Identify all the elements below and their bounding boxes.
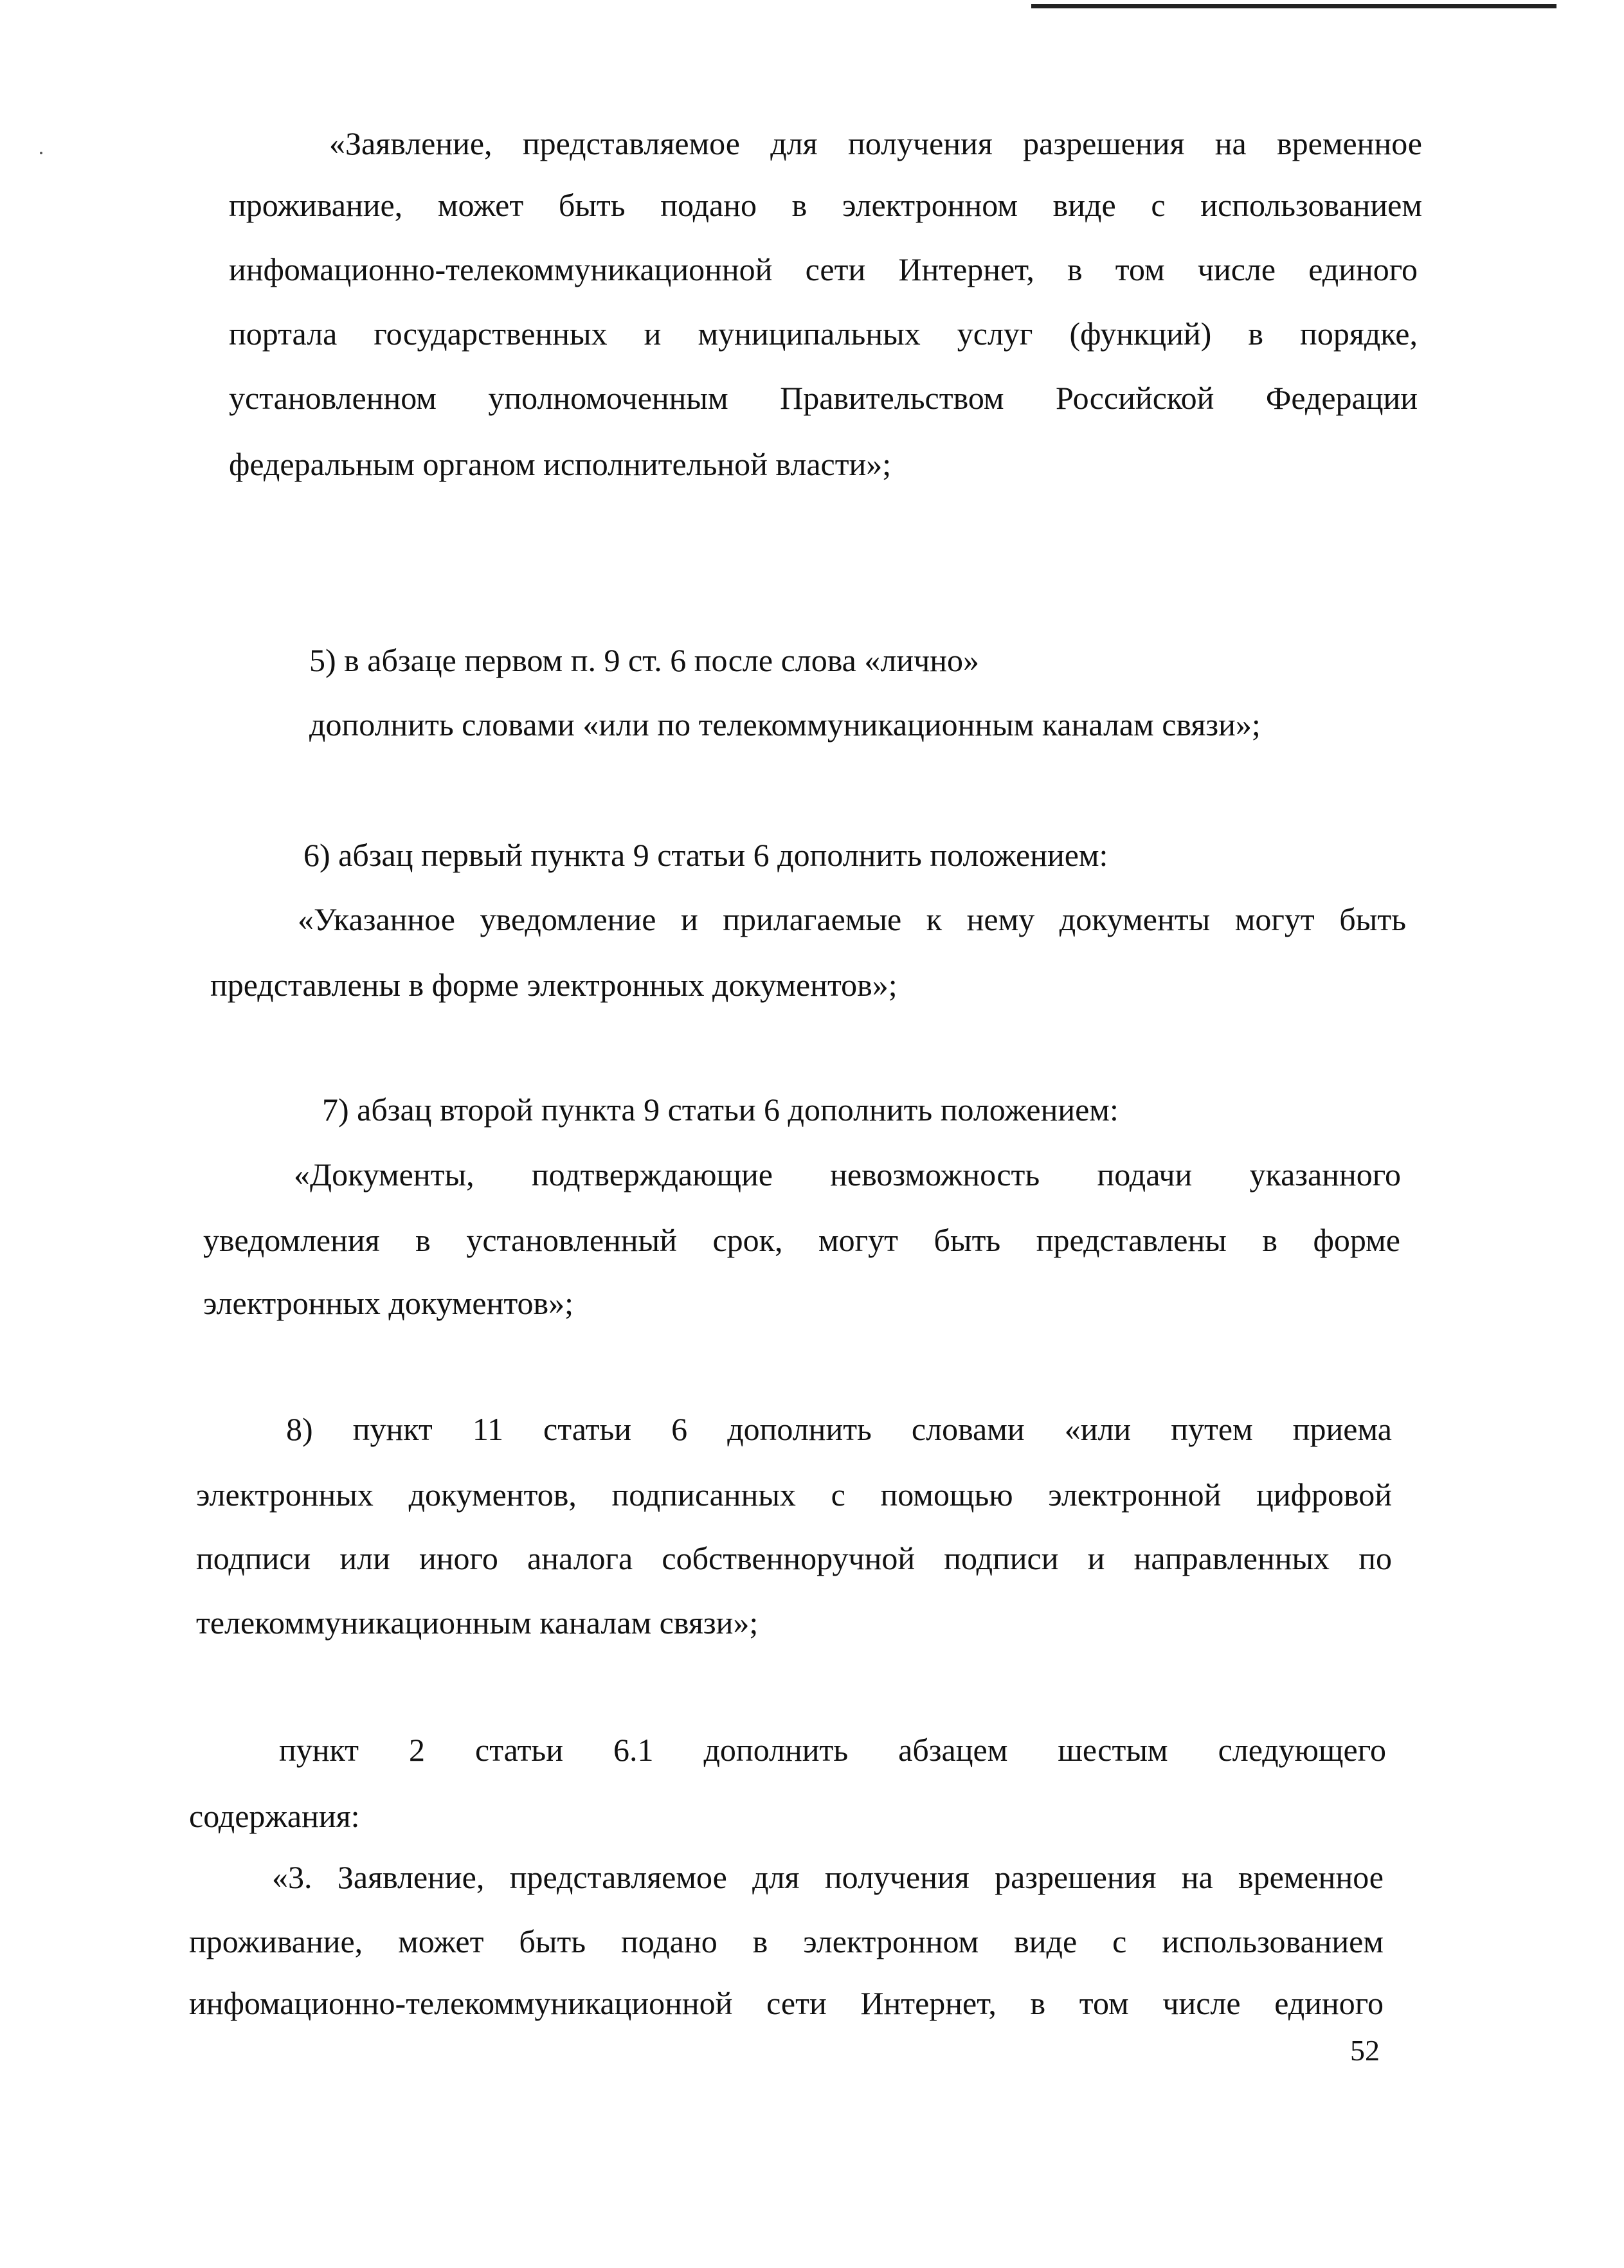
text-line: инфомационно-телекоммуникационной сети Интернет, в том числе единого <box>229 251 1418 287</box>
text-line: «Документы, подтверждающие невозможность подачи указанного <box>294 1156 1401 1192</box>
text-line: 7) абзац второй пункта 9 статьи 6 дополнить положением: <box>322 1092 1119 1128</box>
text-line: представлены в форме электронных документов»; <box>210 967 898 1003</box>
page-number: 52 <box>1350 2034 1380 2067</box>
text-line: телекоммуникационным каналам связи»; <box>196 1605 759 1641</box>
text-line: портала государственных и муниципальных услуг (функций) в порядке, <box>229 316 1418 352</box>
text-line: федеральным органом исполнительной власти»; <box>229 446 892 482</box>
text-line: «3. Заявление, представляемое для получения разрешения на временное <box>272 1859 1384 1895</box>
text-line: «Заявление, представляемое для получения разрешения на временное <box>329 125 1422 161</box>
text-line: «Указанное уведомление и прилагаемые к нему документы могут быть <box>298 901 1406 937</box>
top-rule <box>1031 4 1556 8</box>
text-line: уведомления в установленный срок, могут быть представлены в форме <box>203 1222 1400 1258</box>
text-line: дополнить словами «или по телекоммуникационным каналам связи»; <box>309 706 1261 742</box>
text-line: содержания: <box>189 1798 360 1834</box>
text-line: проживание, может быть подано в электронном виде с использованием <box>189 1923 1384 1959</box>
text-line: электронных документов, подписанных с помощью электронной цифровой <box>196 1477 1392 1513</box>
text-line: установленном уполномоченным Правительством Российской Федерации <box>229 380 1418 416</box>
scan-speck <box>40 152 42 154</box>
text-line: подписи или иного аналога собственноручной подписи и направленных по <box>196 1540 1392 1576</box>
text-line: 5) в абзаце первом п. 9 ст. 6 после слова «лично» <box>309 642 979 678</box>
text-line: инфомационно-телекоммуникационной сети Интернет, в том числе единого <box>189 1985 1384 2021</box>
text-line: 8) пункт 11 статьи 6 дополнить словами «или путем приема <box>286 1411 1392 1447</box>
text-line: проживание, может быть подано в электронном виде с использованием <box>229 187 1422 223</box>
text-line: 6) абзац первый пункта 9 статьи 6 дополнить положением: <box>303 837 1108 873</box>
text-line: пункт 2 статьи 6.1 дополнить абзацем шестым следующего <box>279 1732 1386 1768</box>
text-line: электронных документов»; <box>203 1285 574 1321</box>
